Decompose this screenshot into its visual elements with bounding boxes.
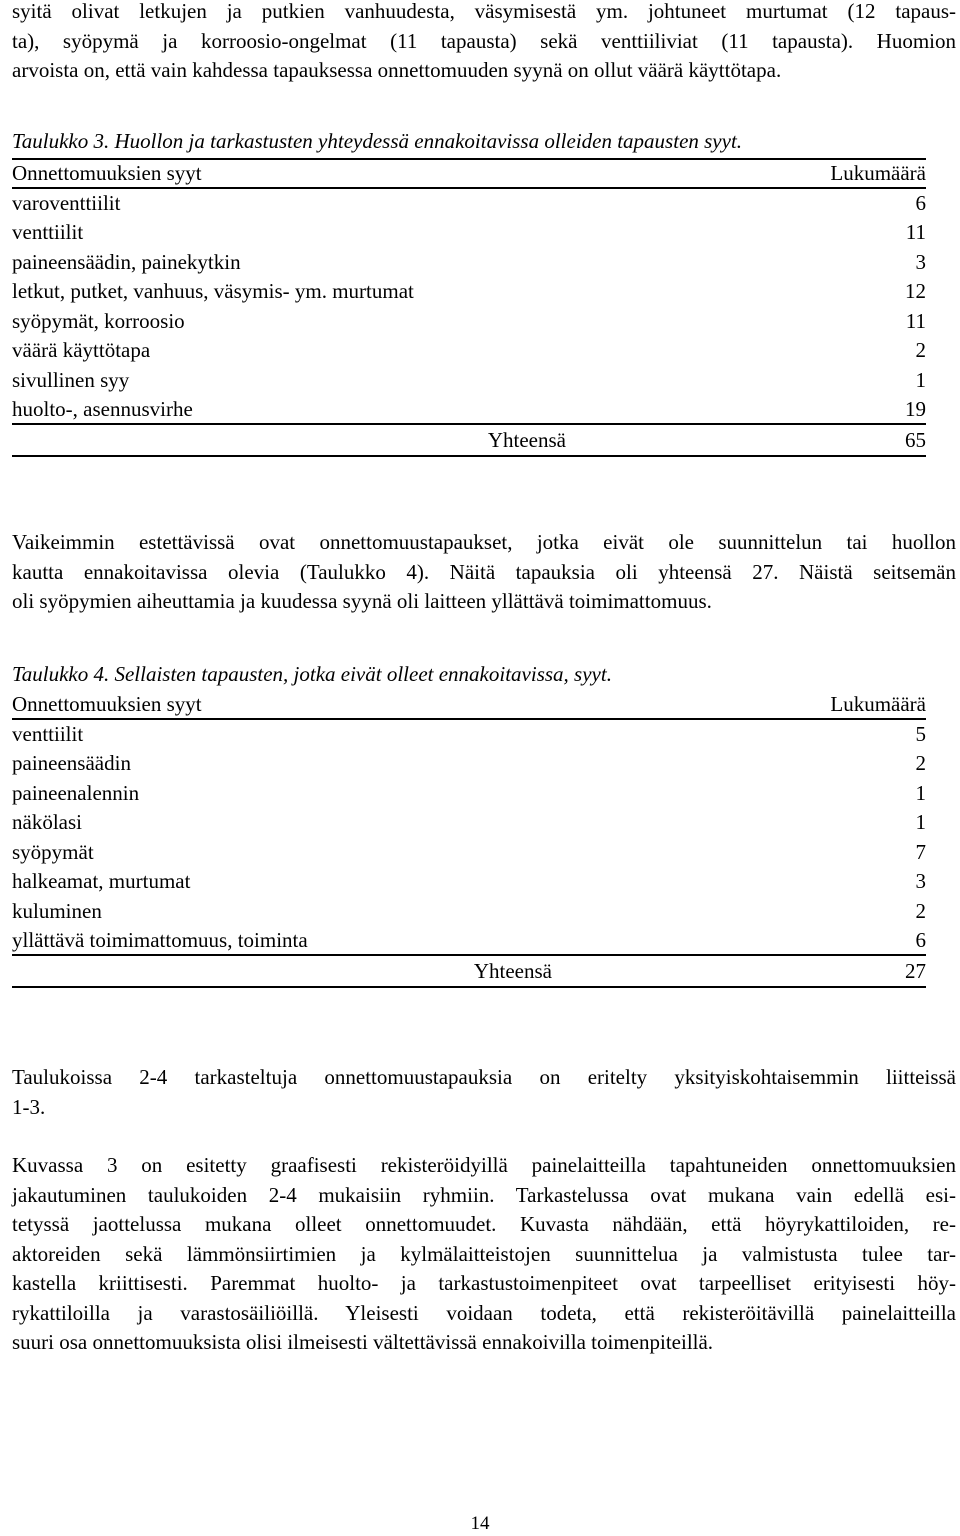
page-number: 14 — [470, 1513, 490, 1534]
column-header-cause: Onnettomuuksien syyt — [12, 691, 726, 719]
column-header-count: Lukumäärä — [726, 691, 926, 719]
count-cell: 6 — [915, 190, 926, 215]
cause-cell: venttiilit — [12, 220, 84, 244]
text-line: rykattiloilla ja varastosäiliöillä. Yleisesti voidaan todeta, että rekisteröitävillä painelaitteilla — [12, 1300, 956, 1325]
total-label: Yhteensä — [12, 424, 726, 456]
text-line: arvoista on, että vain kahdessa tapauksessa onnettomuuden syynä on ollut väärä käyttötapa. — [12, 58, 782, 82]
table-row — [12, 336, 926, 366]
cause-cell: paineenalennin — [12, 780, 140, 805]
cause-cell: halkeamat, murtumat — [12, 869, 191, 893]
count-cell: 3 — [915, 249, 926, 274]
text-line: Taulukoissa 2-4 tarkasteltuja onnettomuustapauksia on eritelty yksityiskohtaisemmin liitteissä — [12, 1065, 956, 1089]
text-line: Vaikeimmin estettävissä ovat onnettomuustapaukset, jotka eivät ole suunnittelun tai huollon — [12, 530, 956, 554]
cause-cell: näkölasi — [12, 810, 82, 834]
cause-cell: syöpymät — [12, 839, 94, 864]
table-total-row — [12, 424, 926, 456]
table-row — [12, 897, 926, 927]
count-cell: 11 — [905, 308, 926, 333]
table-4 — [12, 691, 926, 989]
cause-cell: yllättävä toimimattomuus, toiminta — [12, 926, 726, 955]
text-line: aktoreiden sekä lämmönsiirtimien ja kylmälaitteistojen suunnittelua ja valmistusta tulee tar- — [12, 1241, 956, 1266]
count-cell: 5 — [915, 721, 926, 746]
count-cell: 1 — [915, 810, 926, 834]
text-line: oli syöpymien aiheuttamia ja kuudessa syynä oli laitteen yllättävä toimimattomuus. — [12, 589, 712, 613]
count-cell: 2 — [915, 751, 926, 775]
table-row — [12, 926, 926, 955]
count-cell: 2 — [915, 338, 926, 362]
table-row — [12, 188, 926, 219]
cause-cell: letkut, putket, vanhuus, väsymis- ym. murtumat — [12, 279, 414, 303]
table-row — [12, 248, 926, 278]
count-cell: 1 — [915, 367, 926, 392]
text-line: 1-3. — [12, 1094, 46, 1119]
table-row — [12, 277, 926, 307]
cause-cell: väärä käyttötapa — [12, 338, 151, 362]
table-row — [12, 808, 926, 838]
cause-cell: huolto-, asennusvirhe — [12, 395, 726, 424]
count-cell: 11 — [905, 220, 926, 244]
paragraph-2 — [12, 528, 956, 617]
text-line: kautta ennakoitavissa olevia (Taulukko 4). Näitä tapauksia oli yhteensä 27. Näistä seitsemän — [12, 559, 956, 584]
table-3 — [12, 158, 926, 458]
count-cell: 1 — [915, 780, 926, 805]
table-row — [12, 749, 926, 779]
text-line: syitä olivat letkujen ja putkien vanhuudesta, väsymisestä ym. johtuneet murtumat (12 tapaus- — [12, 0, 956, 23]
table-row — [12, 838, 926, 868]
column-header-count: Lukumäärä — [726, 159, 926, 188]
cause-cell: paineensäädin — [12, 751, 131, 775]
text-line: suuri osa onnettomuuksista olisi ilmeisesti vältettävissä ennakoivilla toimenpiteillä. — [12, 1330, 714, 1354]
table-row — [12, 395, 926, 424]
table-row — [12, 719, 926, 750]
total-value: 27 — [726, 955, 926, 987]
total-value: 65 — [726, 424, 926, 456]
text-line: tetyssä jaottelussa mukana olleet onnettomuudet. Kuvasta nähdään, että höyrykattiloiden, re- — [12, 1212, 956, 1236]
count-cell: 7 — [915, 839, 926, 864]
text-line: jakautuminen taulukoiden 2-4 mukaisiin ryhmiin. Tarkastelussa ovat mukana vain edellä esi- — [12, 1182, 956, 1207]
total-label: Yhteensä — [12, 955, 726, 987]
paragraph-3 — [12, 1063, 956, 1122]
text-line: ta), syöpymä ja korroosio-ongelmat (11 tapausta) sekä venttiiliviat (11 tapausta). Huomion — [12, 28, 956, 53]
intro-paragraph — [12, 0, 956, 86]
table-total-row — [12, 955, 926, 987]
column-header-cause: Onnettomuuksien syyt — [12, 159, 726, 188]
cause-cell: paineensäädin, painekytkin — [12, 249, 241, 274]
table-header-row — [12, 691, 926, 719]
table-row — [12, 218, 926, 248]
table-3-section — [12, 127, 926, 457]
cause-cell: sivullinen syy — [12, 367, 130, 392]
cause-cell: varoventtiilit — [12, 190, 121, 215]
cause-cell: venttiilit — [12, 721, 84, 746]
count-cell: 6 — [726, 926, 926, 955]
table-row — [12, 366, 926, 396]
count-cell: 3 — [915, 869, 926, 893]
text-line: kastella kriittisesti. Paremmat huolto- ja tarkastustoimenpiteet ovat tarpeelliset erityisesti höy- — [12, 1271, 956, 1295]
table-row — [12, 779, 926, 809]
cause-cell: kuluminen — [12, 898, 102, 923]
count-cell: 2 — [915, 898, 926, 923]
table-4-section — [12, 660, 926, 988]
paragraph-4 — [12, 1151, 956, 1358]
table-3-caption: Taulukko 3. Huollon ja tarkastusten yhteydessä ennakoitavissa olleiden tapausten syyt. — [12, 129, 743, 153]
table-row — [12, 867, 926, 897]
table-4-caption: Taulukko 4. Sellaisten tapausten, jotka eivät olleet ennakoitavissa, syyt. — [12, 662, 612, 686]
count-cell: 12 — [905, 279, 926, 303]
count-cell: 19 — [726, 395, 926, 424]
table-header-row — [12, 159, 926, 188]
text-line: Kuvassa 3 on esitetty graafisesti rekisteröidyillä painelaitteilla tapahtuneiden onnettomuuksien — [12, 1153, 956, 1177]
table-row — [12, 307, 926, 337]
cause-cell: syöpymät, korroosio — [12, 308, 185, 333]
